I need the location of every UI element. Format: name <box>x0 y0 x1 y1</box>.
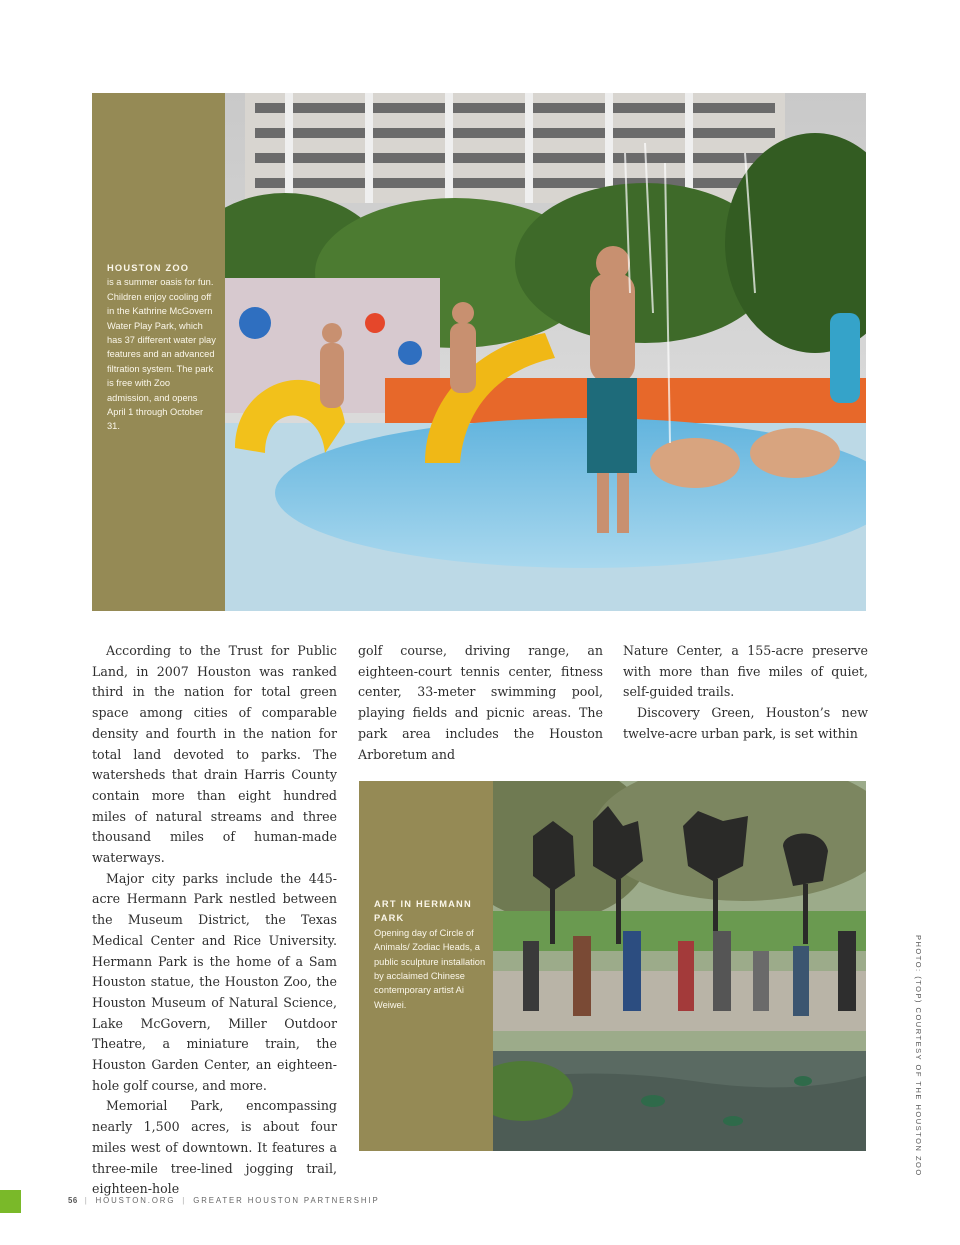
top-photo-block <box>92 93 866 611</box>
article-column-3 <box>623 641 868 745</box>
photo-credit <box>913 935 923 1177</box>
footer-separator: | <box>84 1196 89 1205</box>
footer-accent-square <box>0 1190 21 1213</box>
bottom-photo-block <box>359 781 866 1151</box>
top-caption-panel <box>92 93 225 611</box>
article-paragraph: Discovery Green, Houston’s new twelve-acre urban park, is set within <box>623 705 868 741</box>
top-photo-caption <box>107 261 217 434</box>
water-play-park-photo <box>225 93 866 611</box>
bottom-caption-panel <box>359 781 493 1151</box>
article-column-1 <box>92 641 337 1200</box>
article-paragraph: Memorial Park, encompassing nearly 1,500 acres, is about four miles west of downtown. It features a three-mile tree-lined jogging trail, eighteen-hole <box>92 1098 337 1197</box>
page-footer <box>68 1196 380 1205</box>
bottom-caption-text: Opening day of Circle of Animals/ Zodiac Heads, a public sculpture installation by acclaimed Chinese contemporary artist Ai Weiwei. <box>374 927 486 1010</box>
bottom-caption-title: ART IN HERMANN PARK <box>374 899 472 924</box>
zodiac-heads-photo <box>493 781 866 1151</box>
article-paragraph: According to the Trust for Public Land, in 2007 Houston was ranked third in the nation for total green space among cities of comparable density and fourth in the nation for total land devoted to parks. The watersheds that drain Harris County contain more than eight hundred miles of natural streams and three thousand miles of human-made waterways. <box>92 643 337 866</box>
top-caption-text: is a summer oasis for fun. Children enjoy cooling off in the Kathrine McGovern Water Play Park, which has 37 different water play features and an advanced filtration system. The park is free with Zoo admission, and opens April 1 through October 31. <box>107 277 216 432</box>
footer-separator: | <box>182 1196 187 1205</box>
footer-publisher: GREATER HOUSTON PARTNERSHIP <box>193 1196 380 1205</box>
article-paragraph: Nature Center, a 155-acre preserve with more than five miles of quiet, self-guided trails. <box>623 643 868 700</box>
photo-credit-text: PHOTO: (TOP) COURTESY OF THE HOUSTON ZOO <box>914 935 923 1177</box>
footer-site: HOUSTON.ORG <box>95 1196 176 1205</box>
bottom-photo-caption <box>374 897 486 1012</box>
article-column-2 <box>358 641 603 765</box>
article-paragraph: golf course, driving range, an eighteen-court tennis center, fitness center, 33-meter swimming pool, playing fields and picnic areas. The park area includes the Houston Arboretum and <box>358 643 603 762</box>
article-paragraph: Major city parks include the 445-acre Hermann Park nestled between the Museum District, the Texas Medical Center and Rice University. Hermann Park is the home of a Sam Houston statue, the Houston Zoo, the Houston Museum of Natural Science, Lake McGovern, Miller Outdoor Theatre, a miniature train, the Houston Garden Center, an eighteen-hole golf course, and more. <box>92 870 337 1093</box>
top-caption-title: HOUSTON ZOO <box>107 263 190 273</box>
page-number: 56 <box>68 1196 78 1205</box>
